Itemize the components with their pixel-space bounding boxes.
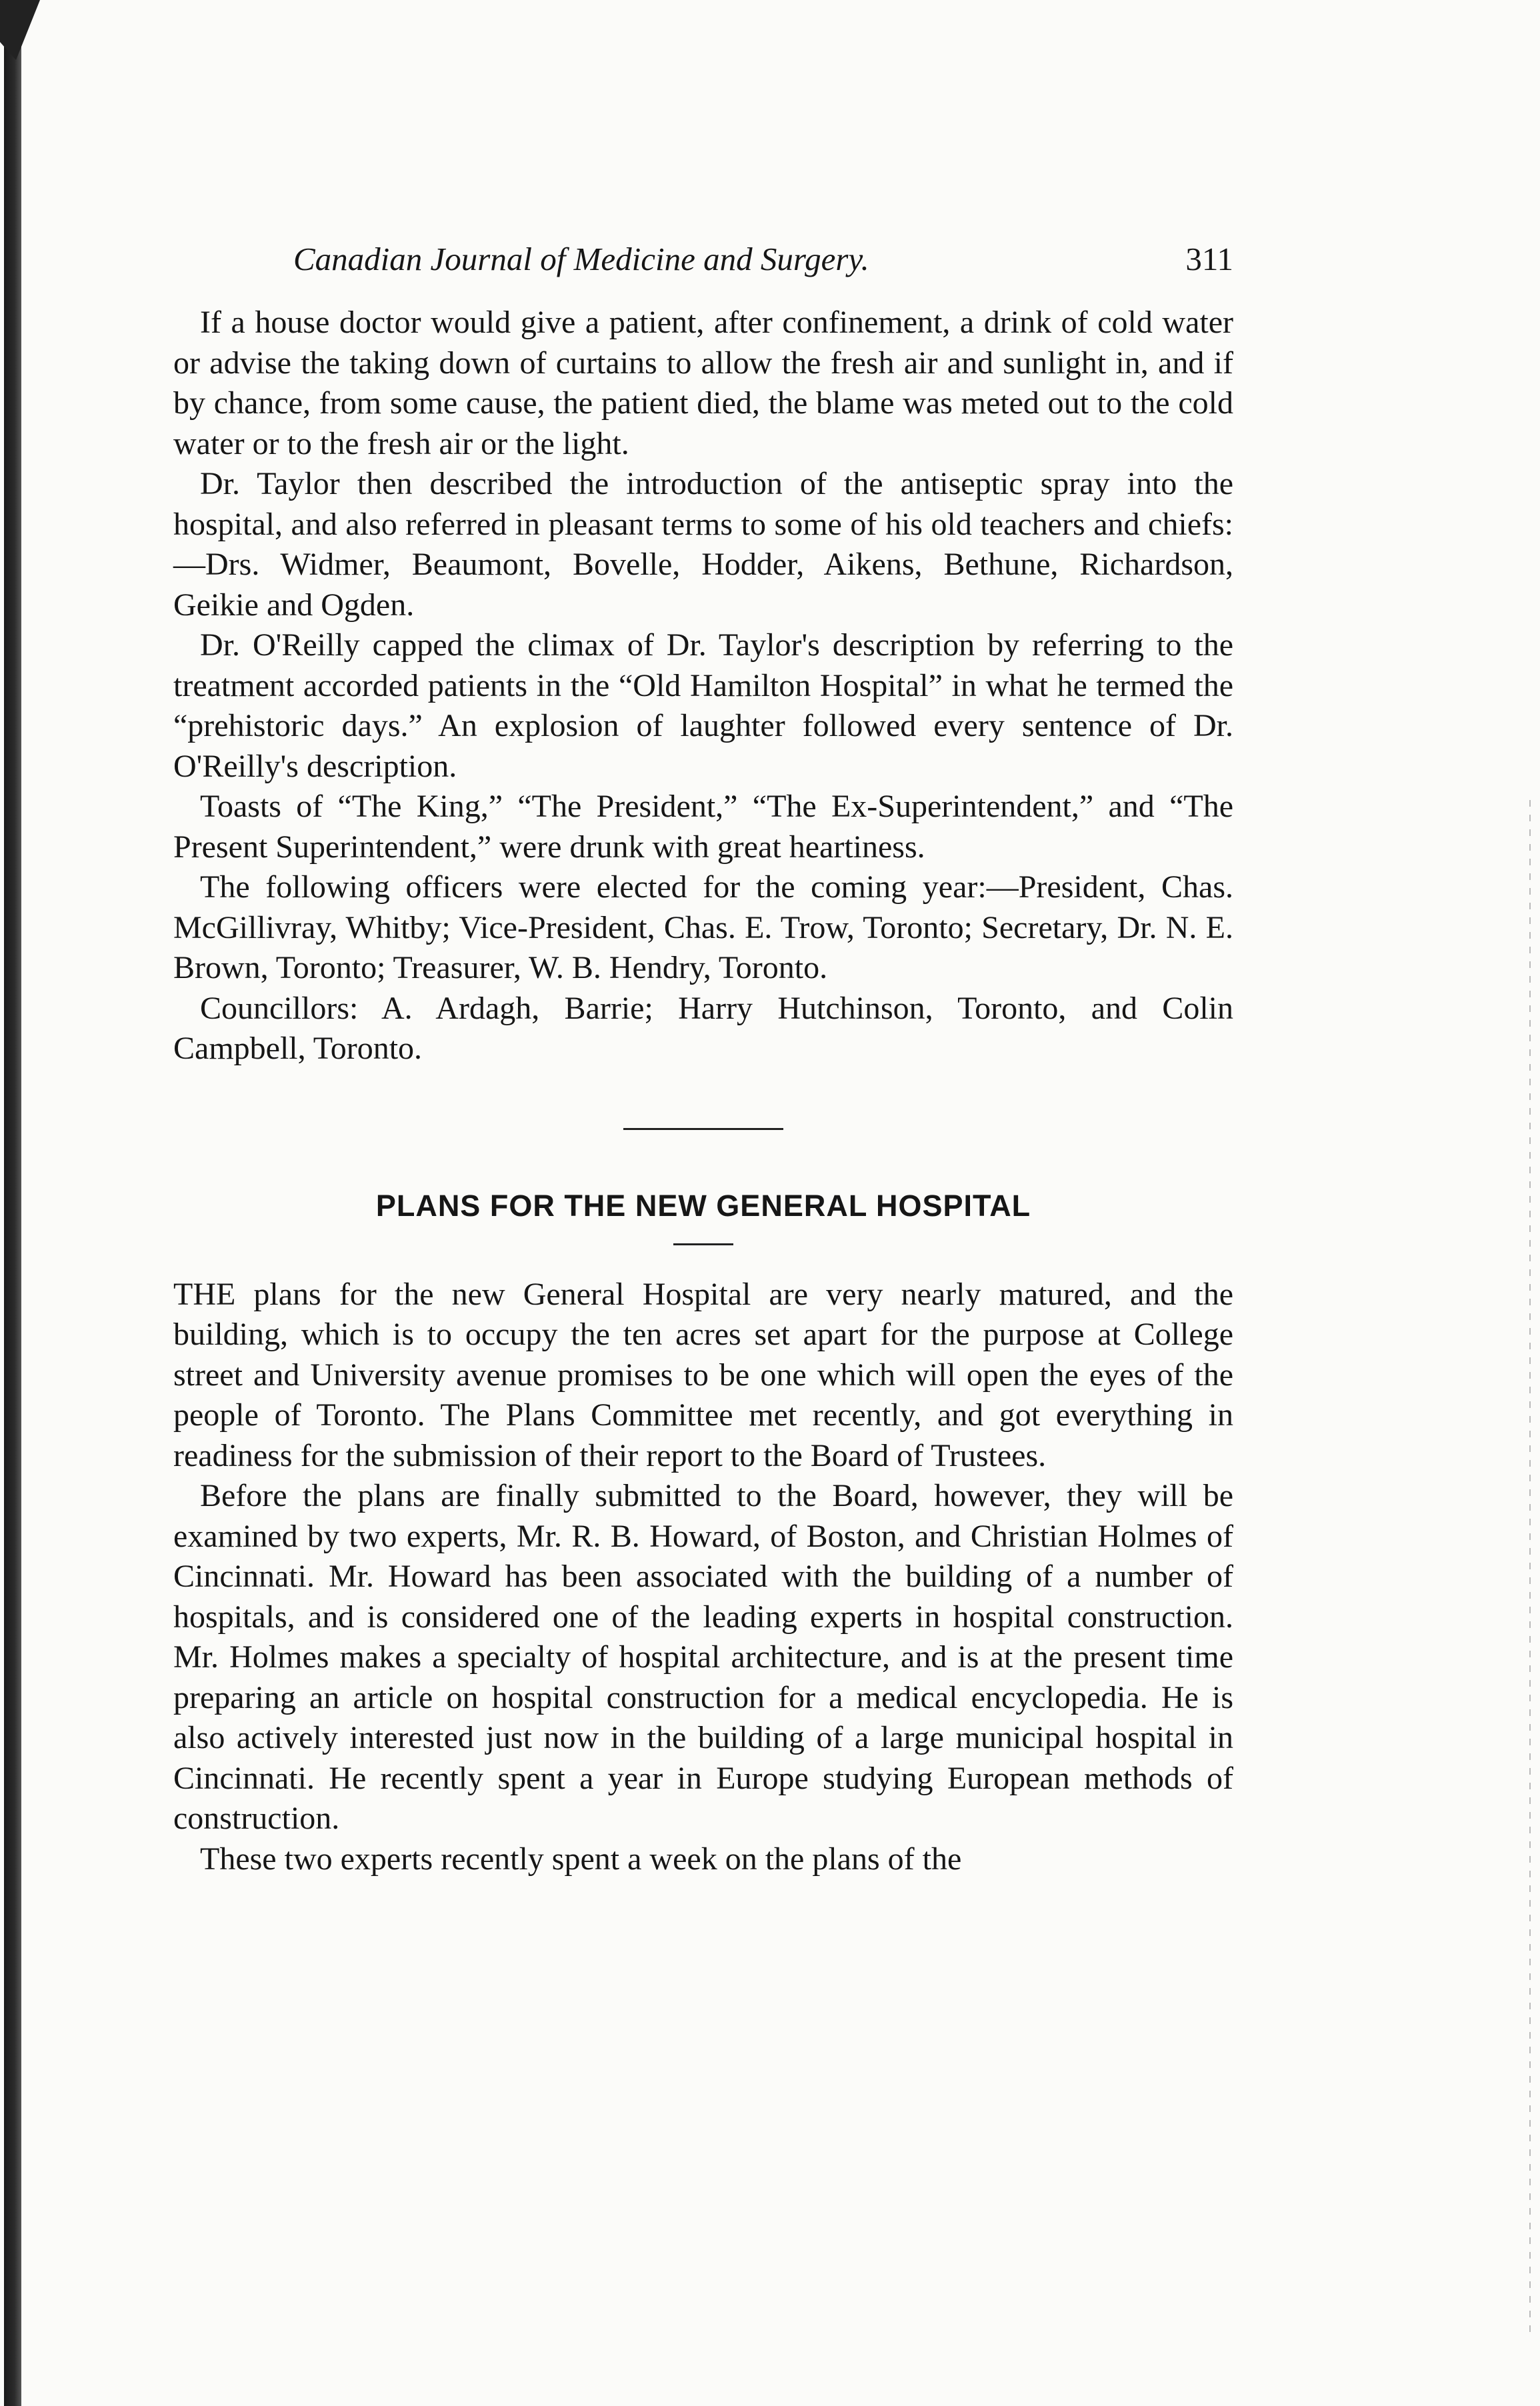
paragraph: Toasts of “The King,” “The President,” “The Ex-Superintendent,” and “The Present Superintendent,” were drunk with great heartiness. [173,789,1233,865]
journal-title: Canadian Journal of Medicine and Surgery. [293,241,869,277]
binding-shadow [4,0,21,2406]
section-divider [623,1128,783,1130]
article-hospital-plans [173,1275,1233,1880]
paragraph: These two experts recently spent a week on the plans of the [200,1841,962,1877]
page-content [173,240,1233,1879]
article-banquet-report [173,303,1233,1069]
running-head [173,240,1233,287]
page-edge-artifact [1529,800,1531,2333]
page-number: 311 [1185,241,1233,277]
article-title: PLANS FOR THE NEW GENERAL HOSPITAL [375,1188,1031,1223]
title-underline [673,1243,733,1245]
paragraph: The following officers were elected for the coming year:—President, Chas. McGillivray, Whitby; Vice-President, Chas. E. Trow, Toronto; Secretary, Dr. N. E. Brown, Toronto; Treasurer, W. B. Hendry, Toronto. [173,869,1233,985]
paragraph: Before the plans are finally submitted to the Board, however, they will be examined by two experts, Mr. R. B. Howard, of Boston, and Christian Holmes of Cincinnati. Mr. Howard has been associated with the building of a number of hospitals, and is considered one of the leading experts in hospital construction. Mr. Holmes makes a specialty of hospital architecture, and is at the present time preparing an article on hospital construction for a medical encyclopedia. He is also actively interested just now in the building of a large municipal hospital in Cincinnati. He recently spent a year in Europe studying European methods of construction. [173,1478,1233,1836]
paragraph: THE plans for the new General Hospital are very nearly matured, and the building, which is to occupy the ten acres set apart for the purpose at College street and University avenue promises to be one which will open the eyes of the people of Toronto. The Plans Committee met recently, and got everything in readiness for the submission of their report to the Board of Trustees. [173,1276,1233,1473]
paragraph: If a house doctor would give a patient, after confinement, a drink of cold water or advise the taking down of curtains to allow the fresh air and sunlight in, and if by chance, from some cause, the patient died, the blame was meted out to the cold water or to the fresh air or the light. [173,305,1233,461]
paragraph: Dr. O'Reilly capped the climax of Dr. Taylor's description by referring to the treatment accorded patients in the “Old Hamilton Hospital” in what he termed the “prehistoric days.” An explosion of laughter followed every sentence of Dr. O'Reilly's description. [173,627,1233,784]
paragraph: Councillors: A. Ardagh, Barrie; Harry Hutchinson, Toronto, and Colin Campbell, Toronto. [173,990,1233,1066]
paragraph: Dr. Taylor then described the introduction of the antiseptic spray into the hospital, and also referred in pleasant terms to some of his old teachers and chiefs:—Drs. Widmer, Beaumont, Bovelle, Hodder, Aikens, Bethune, Richardson, Geikie and Ogden. [173,466,1233,623]
